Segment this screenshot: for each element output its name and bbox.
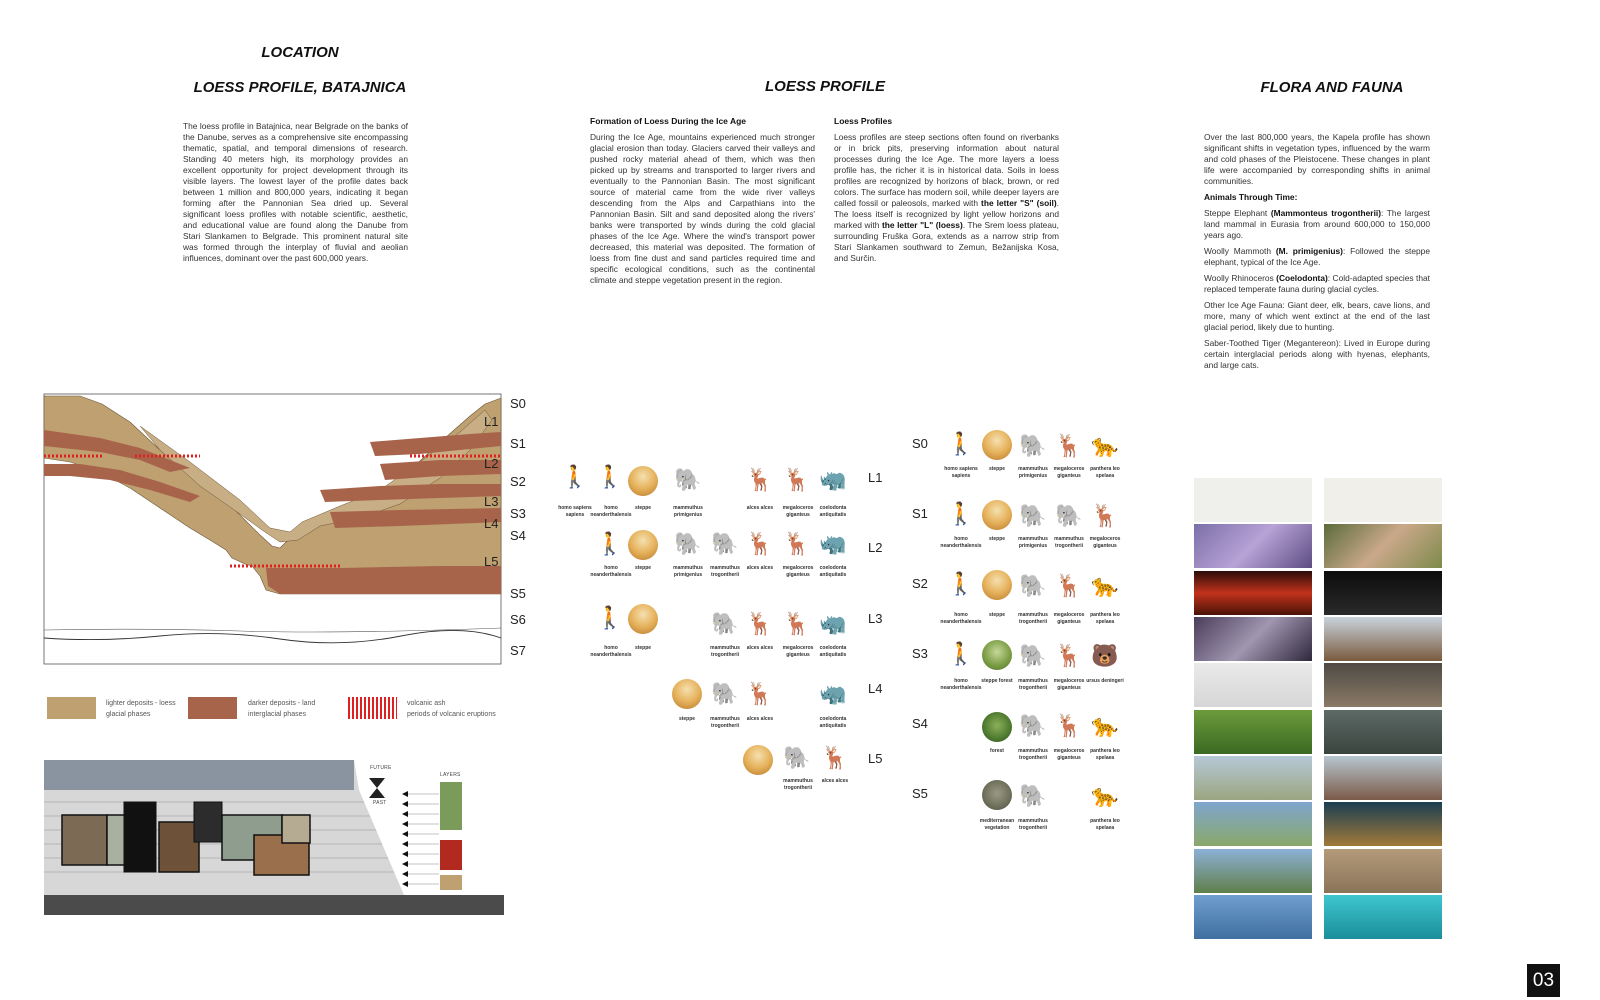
profile-label-s5: S5 — [510, 586, 526, 601]
soil-band-s5 — [266, 566, 501, 594]
lion-icon: 🐆 — [1091, 783, 1119, 808]
fauna-caption: homo neanderthalensis — [590, 645, 632, 658]
rhino-icon: 🦏 — [819, 681, 847, 706]
location-subheading: LOESS PROFILE, BATAJNICA — [193, 79, 407, 96]
lion-icon: 🐆 — [1091, 573, 1119, 598]
fauna-caption: mammuthus trogontherii — [710, 565, 740, 578]
flora-photo — [1194, 571, 1312, 615]
fauna-caption: mammuthus trogontherii — [1018, 612, 1048, 625]
steppe-icon — [628, 530, 658, 560]
fauna-layer-s1: S1 — [912, 506, 928, 521]
mammoth-icon: 🐘 — [711, 681, 739, 706]
fauna-caption: alces alces — [746, 565, 774, 571]
human-icon: 🚶 — [596, 464, 624, 489]
flora-photo — [1194, 849, 1312, 893]
fauna-caption: homo neanderthalensis — [940, 536, 982, 549]
fauna-caption: steppe forest — [981, 678, 1013, 684]
profiles-title: Loess Profiles — [834, 116, 893, 126]
formation-text: During the Ice Age, mountains experienced much stronger glacial erosion than today. Glaciers carved their valleys and pushed rocky material ahead of them, which was then picked up by streams and transported to larger rivers and eventually to the Pannonian Basin. The most significant source of material came from the wide river valleys descending from the Alps and Carpathians into the Pannonian Basin. Silt and sand deposited along the rivers' banks were transported by winds during the cold glacial phases of the Ice Age. Where the wind's transport power decreased, this material was deposited. The formation of loess from fine dust and sand particles required time and specific ecological conditions, such as the continental climate and steppe vegetation present in the region. — [590, 132, 815, 285]
fauna-photo — [1324, 895, 1442, 939]
profile-label-l5: L5 — [484, 554, 499, 569]
mammoth-icon: 🐘 — [1019, 783, 1047, 808]
fauna-caption: mammuthus trogontherii — [710, 645, 740, 658]
fauna-caption: mammuthus trogontherii — [1018, 678, 1048, 691]
rhino-icon: 🦏 — [819, 531, 847, 556]
fauna-caption: megaloceros giganteus — [1053, 466, 1085, 479]
fauna-caption: steppe — [634, 645, 652, 651]
fauna-caption: coelodonta antiquitatis — [819, 716, 847, 729]
profile-label-s0: S0 — [510, 396, 526, 411]
future-label: FUTURE — [370, 765, 392, 771]
flora-photo — [1194, 663, 1312, 707]
fauna-caption: mammuthus trogontherii — [1054, 536, 1084, 549]
fauna-caption: megaloceros giganteus — [782, 565, 814, 578]
steppe-icon — [628, 604, 658, 634]
fauna-caption: homo sapiens sapiens — [944, 466, 978, 479]
fauna-caption: ursus deningeri — [1086, 678, 1124, 684]
fauna-caption: steppe — [634, 505, 652, 511]
human-icon: 🚶 — [596, 605, 624, 630]
fauna-caption: alces alces — [746, 716, 774, 722]
mammoth-icon: 🐘 — [1019, 573, 1047, 598]
flora-fauna-heading: FLORA AND FAUNA — [1260, 79, 1404, 96]
fauna-layer-s2: S2 — [912, 576, 928, 591]
legend-swatch-ash — [348, 697, 397, 719]
forest-icon — [982, 712, 1012, 742]
fauna-caption: alces alces — [746, 505, 774, 511]
fauna-caption: mammuthus trogontherii — [1018, 818, 1048, 831]
fauna-caption: steppe — [988, 536, 1006, 542]
steppe-icon — [982, 430, 1012, 460]
fauna-caption: megaloceros giganteus — [1053, 612, 1085, 625]
steppe-forest-icon — [982, 640, 1012, 670]
flora-fauna-text: Over the last 800,000 years, the Kapela profile has shown significant shifts in vegetation types, influenced by the warm and cold phases of the Pleistocene. These changes in plant life were accompanied by corresponding shifts in animal communities. Animals Through Time: Steppe Elephant (Mammonteus trogontherii): The largest land mammal in Eurasia from around 600,000 to 150,000 years ago. Woolly Mammoth (M. primigenius): Followed the steppe elephant, typical of the Ice Age. Woolly Rhinoceros (Coelodonta): Cold-adapted species that replaced temperate fauna during glacial cycles. Other Ice Age Fauna: Giant deer, elk, bears, cave lions, and more, many of which went extinct at the end of the last glacial period, likely due to hunting. Saber-Toothed Tiger (Megantereon): Lived in Europe during certain interglacial periods along with hyenas, elephants, and large cats. — [1204, 132, 1430, 370]
mammoth-icon: 🐘 — [1019, 713, 1047, 738]
mammoth-icon: 🐘 — [711, 531, 739, 556]
fauna-caption: mammuthus trogontherii — [783, 778, 813, 791]
mammoth-icon: 🐘 — [783, 745, 811, 770]
profile-label-s7: S7 — [510, 643, 526, 658]
fauna-caption: steppe — [678, 716, 696, 722]
fauna-photo — [1324, 617, 1442, 661]
elk-icon: 🦌 — [746, 467, 774, 492]
human-icon: 🚶 — [561, 464, 589, 489]
fauna-caption: forest — [990, 748, 1004, 754]
bear-icon: 🐻 — [1091, 643, 1119, 668]
elk-icon: 🦌 — [746, 681, 774, 706]
mammoth-icon: 🐘 — [1019, 643, 1047, 668]
profile-label-s1: S1 — [510, 436, 526, 451]
loess-profile-heading: LOESS PROFILE — [764, 78, 885, 95]
fauna-layer-l4: L4 — [868, 681, 883, 696]
fauna-layer-s4: S4 — [912, 716, 928, 731]
fauna-photo — [1324, 849, 1442, 893]
profile-label-l4: L4 — [484, 516, 499, 531]
deer-icon: 🦌 — [1055, 713, 1083, 738]
fauna-caption: alces alces — [821, 778, 849, 784]
legend-text-loess: lighter deposits - loess glacial phases — [106, 700, 176, 718]
fauna-caption: mammuthus primigenius — [673, 565, 703, 578]
fauna-caption: steppe — [988, 466, 1006, 472]
legend-text-soil: darker deposits - land interglacial phases — [248, 700, 316, 718]
fauna-caption: steppe — [988, 612, 1006, 618]
deer-icon: 🦌 — [1055, 573, 1083, 598]
fauna-caption: homo neanderthalensis — [940, 678, 982, 691]
fauna-caption: megaloceros giganteus — [782, 645, 814, 658]
fauna-photo — [1324, 710, 1442, 754]
legend-swatch-soil — [188, 697, 237, 719]
fauna-caption: panthera leo spelaea — [1090, 818, 1120, 831]
fauna-layer-s0: S0 — [912, 436, 928, 451]
fauna-caption: panthera leo spelaea — [1090, 612, 1120, 625]
fauna-caption: homo neanderthalensis — [590, 565, 632, 578]
deer-icon: 🦌 — [783, 611, 811, 636]
fauna-photo — [1324, 663, 1442, 707]
fauna-caption: megaloceros giganteus — [1053, 748, 1085, 761]
mammoth-icon: 🐘 — [674, 467, 702, 492]
fauna-caption: mammuthus primigenius — [1018, 536, 1048, 549]
profile-label-s6: S6 — [510, 612, 526, 627]
fauna-caption: megaloceros giganteus — [1089, 536, 1121, 549]
formation-title: Formation of Loess During the Ice Age — [590, 116, 747, 126]
fauna-caption: coelodonta antiquitatis — [819, 565, 847, 578]
fauna-layer-s3: S3 — [912, 646, 928, 661]
human-icon: 🚶 — [947, 571, 975, 596]
elk-icon: 🦌 — [746, 611, 774, 636]
deer-icon: 🦌 — [1055, 433, 1083, 458]
lion-icon: 🐆 — [1091, 713, 1119, 738]
elk-icon: 🦌 — [821, 745, 849, 770]
fauna-layer-l2: L2 — [868, 540, 883, 555]
legend-swatch-loess — [47, 697, 96, 719]
fauna-photo — [1324, 756, 1442, 800]
flora-photo — [1194, 802, 1312, 846]
fauna-caption: mammuthus trogontherii — [710, 716, 740, 729]
human-icon: 🚶 — [947, 431, 975, 456]
fauna-photo — [1324, 802, 1442, 846]
fauna-caption: alces alces — [746, 645, 774, 651]
mammoth-icon: 🐘 — [711, 611, 739, 636]
rhino-icon: 🦏 — [819, 467, 847, 492]
mammoth-icon: 🐘 — [674, 531, 702, 556]
steppe-icon — [982, 500, 1012, 530]
fauna-caption: coelodonta antiquitatis — [819, 645, 847, 658]
mammoth-icon: 🐘 — [1019, 503, 1047, 528]
location-heading: LOCATION — [261, 44, 339, 61]
layers-label: LAYERS — [440, 772, 461, 778]
profile-label-l2: L2 — [484, 456, 499, 471]
deer-icon: 🦌 — [783, 531, 811, 556]
lion-icon: 🐆 — [1091, 433, 1119, 458]
fauna-caption: homo sapiens sapiens — [558, 505, 592, 518]
mammoth-icon: 🐘 — [1055, 503, 1083, 528]
steppe-icon — [628, 466, 658, 496]
human-icon: 🚶 — [947, 641, 975, 666]
fauna-caption: megaloceros giganteus — [782, 505, 814, 518]
fauna-photo — [1324, 478, 1442, 522]
profile-label-s4: S4 — [510, 528, 526, 543]
deer-icon: 🦌 — [783, 467, 811, 492]
page-number: 03 — [1527, 964, 1560, 997]
fauna-layer-l1: L1 — [868, 470, 883, 485]
fauna-caption: homo neanderthalensis — [590, 505, 632, 518]
location-text: The loess profile in Batajnica, near Belgrade on the banks of the Danube, serves as a comprehensive site encompassing thematic, spatial, and temporal dimensions of research. Standing 40 meters high, its morphology provides an excellent opportunity for project development through its visible layers. The lowest layer of the profile dates back between 1 million and 800,000 years, indicating it began forming after the Pannonian Sea dried up. Several significant loess profiles with notable scientific, aesthetic, and educational value are found along the Danube from Stari Slankamen to Belgrade. This prominent natural site was formed through the interplay of fluvial and aeolian influences, dominant over the past 600,000 years. — [183, 121, 408, 263]
profile-label-l3: L3 — [484, 494, 499, 509]
flora-photo — [1194, 617, 1312, 661]
fauna-photo — [1324, 571, 1442, 615]
elk-icon: 🦌 — [746, 531, 774, 556]
fauna-caption: panthera leo spelaea — [1090, 748, 1120, 761]
fauna-photo — [1324, 524, 1442, 568]
flora-photo — [1194, 524, 1312, 568]
flora-photo — [1194, 756, 1312, 800]
steppe-icon — [982, 570, 1012, 600]
deer-icon: 🦌 — [1055, 643, 1083, 668]
fauna-caption: mammuthus primigenius — [673, 505, 703, 518]
deer-icon: 🦌 — [1091, 503, 1119, 528]
fauna-layer-l5: L5 — [868, 751, 883, 766]
fauna-caption: panthera leo spelaea — [1090, 466, 1120, 479]
rhino-icon: 🦏 — [819, 611, 847, 636]
steppe-icon — [672, 679, 702, 709]
profile-label-s3: S3 — [510, 506, 526, 521]
flora-photo — [1194, 710, 1312, 754]
fauna-layer-s5: S5 — [912, 786, 928, 801]
profiles-text: Loess profiles are steep sections often found on riverbanks or in brick pits, preserving information about natural processes during the Ice Age. The more layers a loess profile has, the richer it is in historical data. Soils in loess profiles are recognized by horizons of black, brown, or red colors. The surface has modern soil, while deeper layers are called fossil or paleosols, marked with the letter "S" (soil). The loess itself is recognized by light yellow horizons and marked with the letter "L" (loess). The Srem loess plateau, surrounding Fruška Gora, extends as a narrow strip from Stari Slankamen southward to Zemun, Bežanijska Kosa, and Surčin. — [834, 132, 1059, 263]
fauna-caption: mediterranean vegetation — [979, 818, 1015, 831]
flora-photo — [1194, 895, 1312, 939]
steppe-icon — [743, 745, 773, 775]
past-label: PAST — [373, 800, 387, 806]
profile-label-s2: S2 — [510, 474, 526, 489]
mammoth-icon: 🐘 — [1019, 433, 1047, 458]
mediterranean-vegetation-icon — [982, 780, 1012, 810]
flora-photo — [1194, 478, 1312, 522]
legend-text-ash: volcanic ash periods of volcanic eruptions — [407, 700, 496, 718]
fauna-caption: steppe — [634, 565, 652, 571]
layers-illustration — [44, 760, 504, 915]
profile-label-l1: L1 — [484, 414, 499, 429]
human-icon: 🚶 — [947, 501, 975, 526]
fauna-caption: mammuthus trogontherii — [1018, 748, 1048, 761]
fauna-caption: homo neanderthalensis — [940, 612, 982, 625]
loess-profile-diagram — [40, 390, 510, 680]
fauna-caption: coelodonta antiquitatis — [819, 505, 847, 518]
fauna-caption: mammuthus primigenius — [1018, 466, 1048, 479]
human-icon: 🚶 — [596, 531, 624, 556]
fauna-layer-l3: L3 — [868, 611, 883, 626]
fauna-caption: megaloceros giganteus — [1053, 678, 1085, 691]
